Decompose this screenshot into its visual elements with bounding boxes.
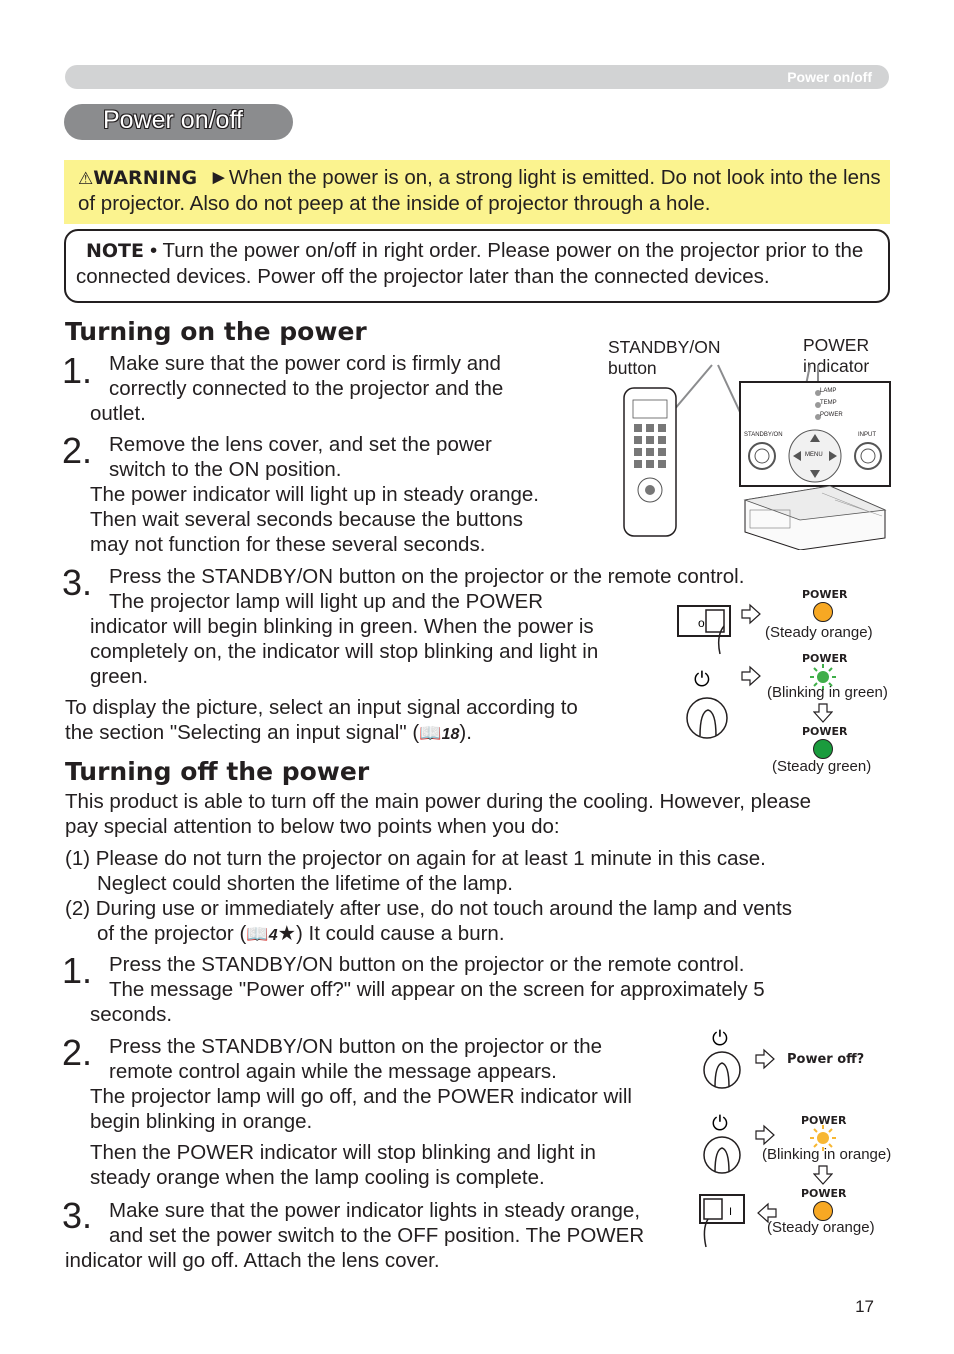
note-body: • Turn the power on/off in right order. Please power on the projector prior to the connected devices. Power off the projector later than the connected devices. (76, 239, 864, 288)
panel-standby-label: STANDBY/ON (744, 432, 783, 438)
warning-label: WARNING (93, 167, 198, 189)
svg-text:⏻: ⏻ (694, 667, 710, 691)
off-point2-ref: 4 (268, 927, 278, 944)
display-line1: To display the picture, select an input signal according to (65, 696, 578, 719)
svg-text:I: I (729, 1206, 733, 1218)
on-step2-line5: may not function for these several seconds. (90, 533, 486, 556)
on-step2-line4: Then wait several seconds because the buttons (90, 508, 524, 531)
warning-body: ►When the power is on, a strong light is emitted. Do not look into the lens of projector. Also do not peep at the inside of projector through a hole. (78, 166, 881, 215)
off-point1-line1: (1) Please do not turn the projector on again for at least 1 minute in this case. (65, 847, 766, 870)
on-step2-line2: switch to the ON position. (109, 458, 342, 481)
on-step3-line4: completely on, the indicator will stop blinking and light in (90, 640, 599, 663)
off-point1-line2: Neglect could shorten the lifetime of the lamp. (97, 872, 513, 895)
on-state3-led (813, 739, 833, 759)
panel-menu-label: MENU (805, 452, 823, 458)
off-intro-line1: This product is able to turn off the main power during the cooling. However, please (65, 790, 812, 813)
standby-label-line1: STANDBY/ON (608, 337, 721, 357)
turning-off-heading: Turning off the power (65, 757, 370, 786)
warning-text (78, 165, 888, 216)
on-step2-line1: Remove the lens cover, and set the power (109, 433, 492, 456)
book-icon: 📖 (419, 723, 442, 743)
on-step1-number: 1. (62, 350, 93, 391)
on-state3-label: POWER (802, 725, 848, 738)
on-step1-line2: correctly connected to the projector and the (109, 377, 504, 400)
display-line2-text: the section "Selecting an input signal" ( (65, 721, 420, 744)
on-step1-line3: outlet. (90, 402, 146, 425)
on-step3-number: 3. (62, 562, 93, 603)
off-step1-line3: seconds. (90, 1003, 173, 1026)
off-state1-caption: (Blinking in orange) (762, 1146, 892, 1163)
panel-power-label: POWER (820, 412, 843, 418)
power-on-sequence-graphics (676, 596, 766, 746)
on-step3-line2: The projector lamp will light up and the POWER (109, 590, 544, 613)
off-point2-end: ) It could cause a burn. (295, 922, 505, 945)
off-step3-number: 3. (62, 1195, 93, 1236)
power-off-message: Power off? (787, 1052, 865, 1067)
turning-on-heading: Turning on the power (65, 317, 367, 346)
off-step1-line1: Press the STANDBY/ON button on the projector or the remote control. (109, 953, 745, 976)
off-intro-line2: pay special attention to below two points when you do: (65, 815, 560, 838)
power-label-line2: indicator (803, 356, 870, 376)
off-step3-line1: Make sure that the power indicator lights in steady orange, (109, 1199, 641, 1222)
off-state1-label: POWER (801, 1114, 847, 1127)
panel-lamp-label: LAMP (820, 388, 837, 394)
power-label-line1: POWER (803, 335, 870, 355)
on-step2-number: 2. (62, 430, 93, 471)
off-state2-led (813, 1201, 833, 1221)
off-step2-line6: steady orange when the lamp cooling is complete. (90, 1166, 545, 1189)
svg-text:⏻: ⏻ (712, 1026, 728, 1050)
on-state2-label: POWER (802, 652, 848, 665)
header-section-tab: Power on/off (787, 69, 872, 85)
off-step2-line1: Press the STANDBY/ON button on the projector or the (109, 1035, 602, 1058)
off-point2-text: of the projector ( (97, 922, 247, 945)
on-state3-caption: (Steady green) (772, 758, 872, 775)
off-step2-line2: remote control again while the message appears. (109, 1060, 557, 1083)
off-state2-caption: (Steady orange) (767, 1219, 875, 1236)
on-step3-line1: Press the STANDBY/ON button on the projector or the remote control. (109, 565, 745, 588)
on-state1-label: POWER (802, 588, 848, 601)
warning-icon: ⚠ (78, 169, 94, 188)
power-off-sequence-graphics (696, 1025, 786, 1250)
off-step2-number: 2. (62, 1032, 93, 1073)
projector-remote-illustration (600, 360, 900, 550)
on-state1-led (813, 602, 833, 622)
off-step3-line3: indicator will go off. Attach the lens cover. (65, 1249, 440, 1272)
standby-label-line2: button (608, 358, 657, 378)
book-icon: 📖 (246, 924, 269, 944)
on-state1-caption: (Steady orange) (765, 624, 873, 641)
display-page-ref: 18 (441, 726, 460, 743)
off-point2-line1: (2) During use or immediately after use, do not touch around the lamp and vents (65, 897, 793, 920)
header-bar (65, 65, 889, 89)
off-step2-line3: The projector lamp will go off, and the POWER indicator will (90, 1085, 632, 1108)
display-line2-end: ). (459, 721, 472, 744)
arrow-down-icon (813, 1165, 833, 1185)
off-step3-line2: and set the power switch to the OFF position. The POWER (109, 1224, 645, 1247)
on-step2-line3: The power indicator will light up in steady orange. (90, 483, 539, 506)
off-step1-number: 1. (62, 950, 93, 991)
arrow-down-icon (813, 703, 833, 723)
panel-temp-label: TEMP (820, 400, 837, 406)
off-step1-line2: The message "Power off?" will appear on the screen for approximately 5 (109, 978, 765, 1001)
off-state2-label: POWER (801, 1187, 847, 1200)
page-number: 17 (855, 1297, 874, 1316)
svg-text:⏻: ⏻ (712, 1111, 728, 1135)
display-line2 (65, 720, 472, 747)
section-title: Power on/off (103, 106, 243, 134)
on-step3-line5: green. (90, 665, 149, 688)
svg-text:o: o (698, 616, 705, 630)
panel-input-label: INPUT (858, 432, 876, 438)
on-state2-caption: (Blinking in green) (767, 684, 888, 701)
note-label: NOTE (86, 240, 144, 262)
note-text (76, 238, 884, 289)
star-icon: ★ (277, 922, 296, 945)
off-step2-line5: Then the POWER indicator will stop blinking and light in (90, 1141, 596, 1164)
on-step1-line1: Make sure that the power cord is firmly and (109, 352, 501, 375)
off-point2-line2 (97, 921, 505, 948)
on-step3-line3: indicator will begin blinking in green. When the power is (90, 615, 594, 638)
off-step2-line4: begin blinking in orange. (90, 1110, 313, 1133)
